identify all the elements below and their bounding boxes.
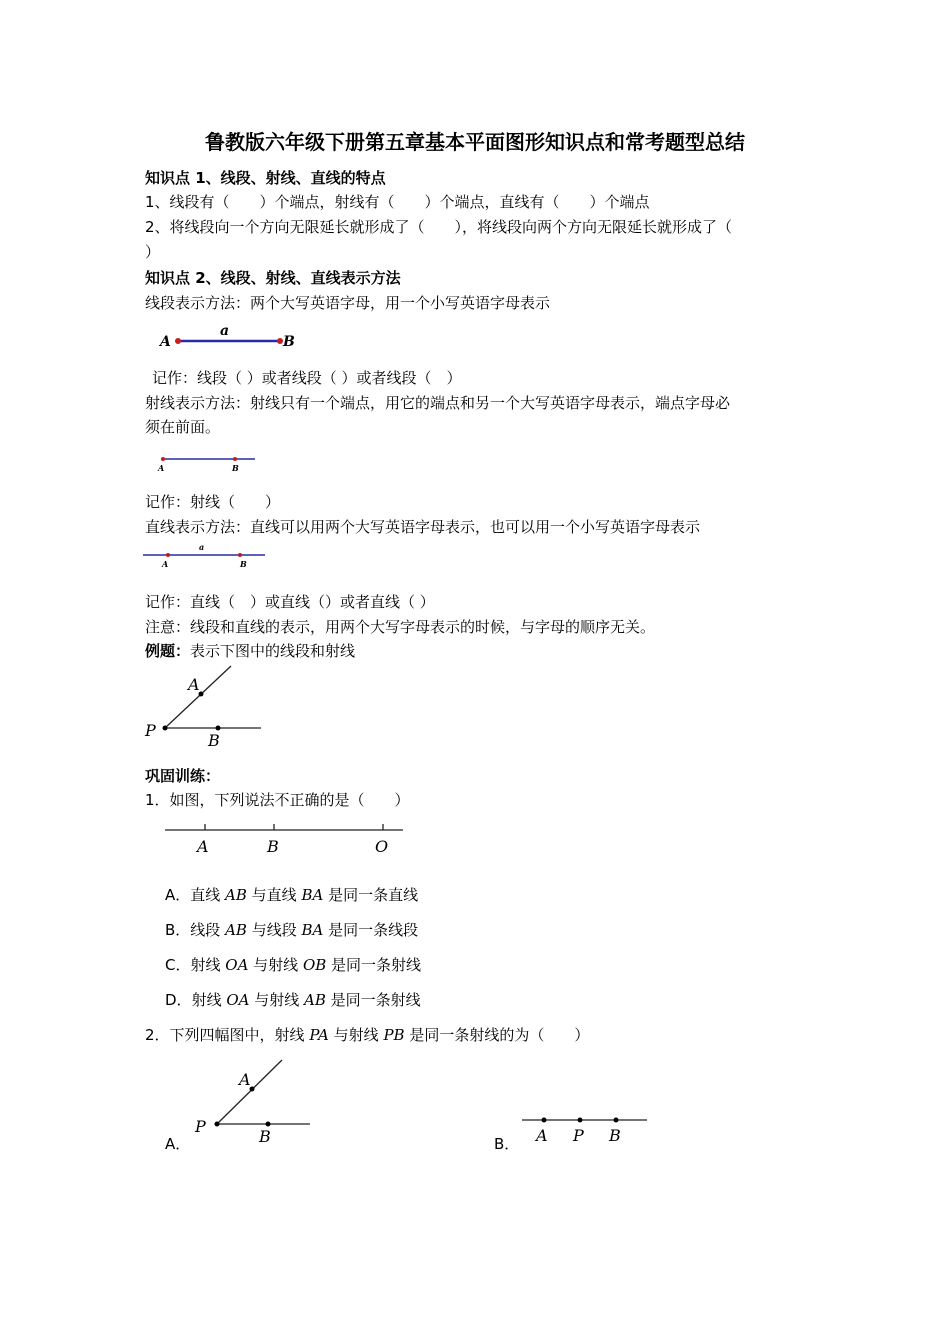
q1-option-d: [165, 990, 421, 1010]
attention-note: 注意：线段和直线的表示，用两个大写字母表示的时候，与字母的顺序无关。: [145, 618, 656, 636]
q2b-point-p: [578, 1118, 583, 1123]
line-notation: 记作：直线（ ）或直线（）或者直线（ ）: [145, 593, 435, 611]
segment-figure: [150, 322, 310, 352]
option-letter: C．: [165, 956, 191, 974]
kp1-question-2-line2: ）: [145, 243, 161, 261]
ray-point-a: [161, 457, 165, 461]
q2-text: 2．下列四幅图中，射线: [145, 1026, 310, 1044]
segment-method-text: 线段表示方法：两个大写英语字母，用一个小写英语字母表示: [145, 294, 551, 312]
option-text: 是同一条射线: [325, 991, 421, 1009]
q1-label-o: O: [375, 837, 389, 856]
example-figure: [143, 664, 268, 750]
segment-notation: 记作：线段（ ）或者线段（ ）或者线段（ ）: [152, 369, 462, 387]
example-point-p: [163, 726, 168, 731]
q1-option-b: [165, 920, 418, 940]
ray-notation: 记作：射线（ ）: [145, 493, 281, 511]
option-letter: A．: [165, 886, 191, 904]
q2b-point-a: [542, 1118, 547, 1123]
ray-method-line2: 须在前面。: [145, 418, 221, 436]
option-math: AB: [225, 921, 247, 939]
q2a-point-b: [266, 1122, 271, 1127]
ray-figure: [155, 452, 265, 474]
q2-option-b-label: B．: [494, 1135, 520, 1153]
kp1-heading: 知识点 1、线段、射线、直线的特点: [145, 169, 386, 187]
q2-option-a-figure: [192, 1058, 312, 1146]
line-point-b: [238, 553, 242, 557]
q2a-label-a: A: [239, 1070, 251, 1089]
kp1-question-1: 1、线段有（ ）个端点，射线有（ ）个端点，直线有（ ）个端点: [145, 193, 650, 211]
segment-label-b: B: [283, 334, 295, 350]
ray-label-b: B: [232, 463, 239, 473]
example-label-p: P: [145, 721, 156, 740]
line-label-b: B: [240, 559, 247, 569]
segment-point-a: [175, 338, 181, 344]
option-letter: D．: [165, 991, 192, 1009]
q2b-point-b: [614, 1118, 619, 1123]
example-line: [145, 641, 355, 661]
q2-text: 是同一条射线的为（ ）: [404, 1026, 590, 1044]
q1-option-c: [165, 955, 421, 975]
q2a-label-b: B: [259, 1127, 271, 1146]
q1-label-a: A: [197, 837, 209, 856]
practice-heading: 巩固训练：: [145, 767, 221, 785]
practice-q2-stem: [145, 1025, 589, 1045]
option-text: 是同一条射线: [326, 956, 422, 974]
q1-figure: [165, 820, 405, 858]
option-math: OB: [302, 956, 327, 974]
option-math: AB: [225, 886, 247, 904]
kp2-heading: 知识点 2、线段、射线、直线表示方法: [145, 269, 401, 287]
q2-option-b-figure: [522, 1110, 650, 1148]
kp1-question-2-line1: 2、将线段向一个方向无限延长就形成了（ ），将线段向两个方向无限延长就形成了（: [145, 218, 733, 236]
example-point-b: [216, 726, 221, 731]
option-math: AB: [304, 991, 326, 1009]
q2-text: 与射线: [328, 1026, 384, 1044]
example-text: 表示下图中的线段和射线: [190, 642, 356, 660]
line-figure: [143, 540, 268, 570]
ray-point-b: [233, 457, 237, 461]
line-point-a: [166, 553, 170, 557]
option-text: 与线段: [246, 921, 302, 939]
example-label-a: A: [188, 675, 200, 694]
option-math: OA: [225, 956, 249, 974]
line-method-text: 直线表示方法：直线可以用两个大写英语字母表示，也可以用一个小写英语字母表示: [145, 518, 701, 536]
ray-method-line1: 射线表示方法：射线只有一个端点，用它的端点和另一个大写英语字母表示，端点字母必: [145, 394, 731, 412]
option-text: 与直线: [246, 886, 302, 904]
option-text: 与射线: [248, 956, 303, 974]
option-text: 射线: [191, 991, 227, 1009]
option-math: BA: [301, 886, 324, 904]
option-text: 与射线: [249, 991, 305, 1009]
q2b-label-p: P: [573, 1126, 584, 1145]
option-math: OA: [226, 991, 250, 1009]
q2b-label-b: B: [609, 1126, 621, 1145]
ray-label-a: A: [158, 463, 165, 473]
example-label-b: B: [208, 731, 220, 750]
option-text: 是同一条直线: [323, 886, 419, 904]
q2a-point-p: [215, 1122, 220, 1127]
option-letter: B．: [165, 921, 191, 939]
example-label: 例题：: [145, 642, 191, 660]
q2-option-a-label: A．: [165, 1135, 191, 1153]
option-math: BA: [301, 921, 324, 939]
line-label-small-a: a: [199, 542, 205, 552]
q2-math: PA: [309, 1026, 329, 1044]
q2a-label-p: P: [195, 1117, 206, 1136]
practice-q1-stem: 1．如图，下列说法不正确的是（ ）: [145, 791, 410, 809]
q2-math: PB: [383, 1026, 405, 1044]
option-text: 射线: [190, 956, 226, 974]
q1-option-a: [165, 885, 418, 905]
option-text: 是同一条线段: [323, 921, 419, 939]
q2b-label-a: A: [536, 1126, 548, 1145]
segment-label-a: A: [160, 334, 171, 350]
option-text: 线段: [190, 921, 226, 939]
option-text: 直线: [190, 886, 226, 904]
q1-label-b: B: [267, 837, 279, 856]
segment-label-small-a: a: [220, 323, 230, 339]
document-title: 鲁教版六年级下册第五章基本平面图形知识点和常考题型总结: [205, 130, 745, 154]
line-label-a: A: [162, 559, 169, 569]
